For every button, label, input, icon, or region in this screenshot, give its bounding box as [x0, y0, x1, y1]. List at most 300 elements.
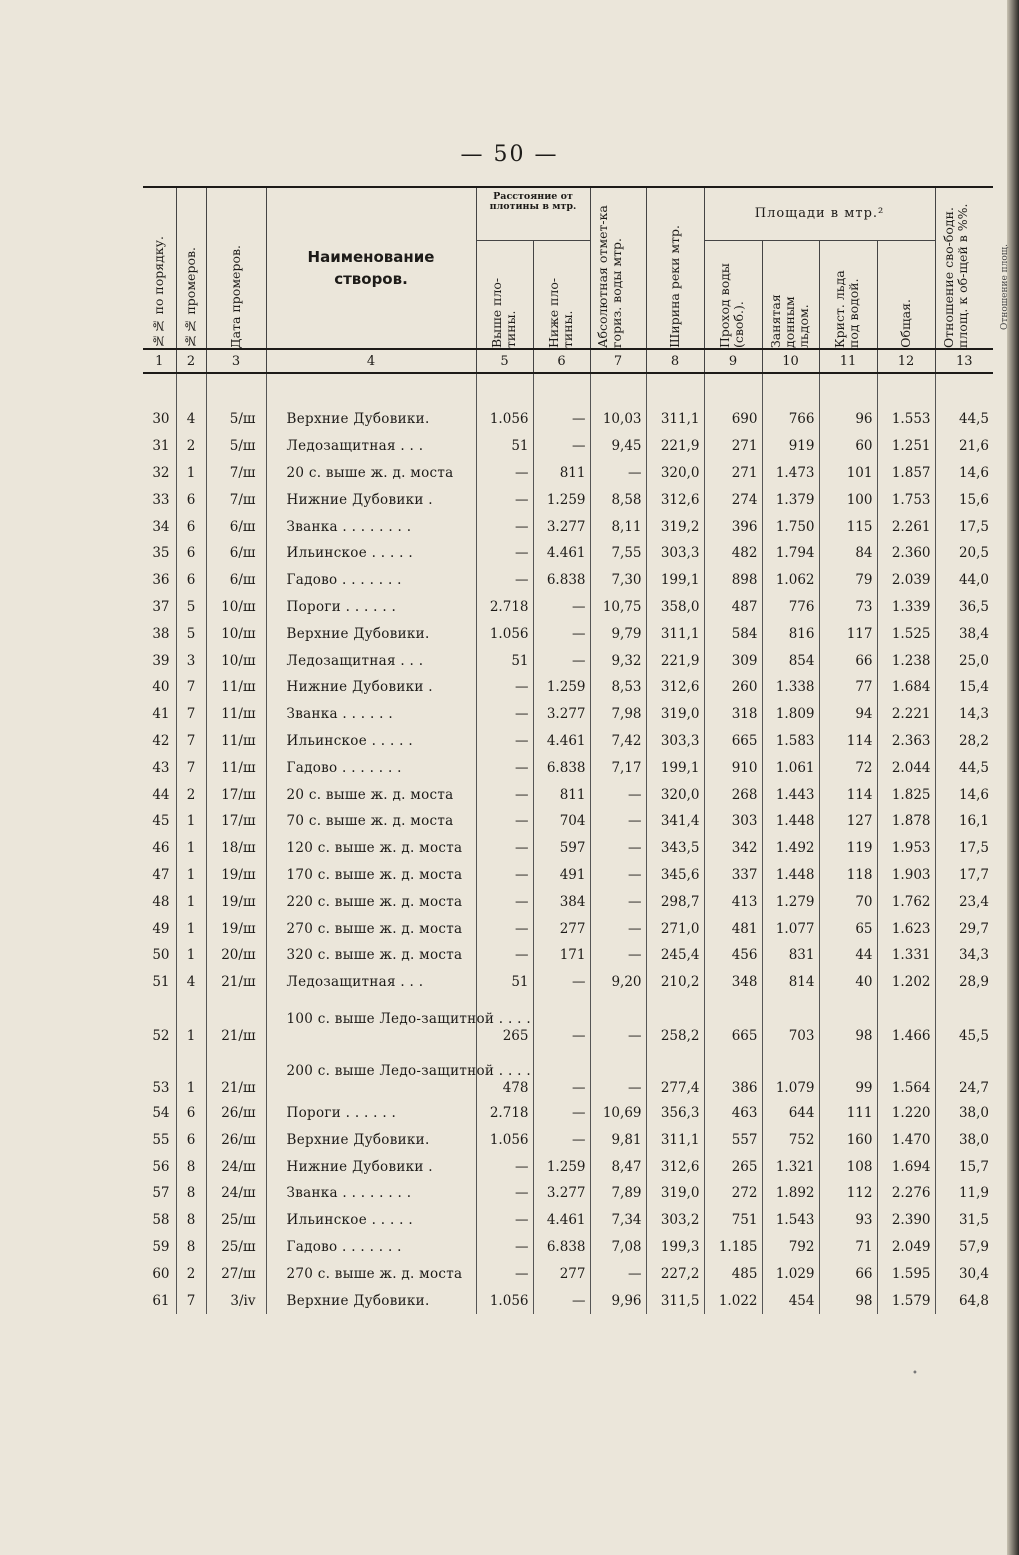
table-cell: — [590, 781, 646, 808]
table-cell: 7 [176, 1287, 206, 1314]
table-cell: 21/ш [206, 969, 266, 996]
table-cell: 160 [819, 1126, 877, 1153]
table-cell: 271 [704, 433, 762, 460]
table-cell: 4.461 [533, 1207, 590, 1234]
table-cell: 7 [176, 728, 206, 755]
table-cell: 272 [704, 1180, 762, 1207]
header-row-number: №№ по порядку. [151, 235, 167, 348]
table-cell: 2 [176, 433, 206, 460]
table-cell: 19/ш [206, 862, 266, 889]
table-cell: 1 [176, 915, 206, 942]
table-cell: 2.360 [877, 540, 935, 567]
table-row [143, 754, 993, 781]
table-cell: 320,0 [646, 460, 704, 487]
table-cell: 258,2 [646, 996, 704, 1048]
table-row [143, 567, 993, 594]
table-cell: 20 с. выше ж. д. моста [266, 460, 476, 487]
table-cell: 1.448 [762, 862, 819, 889]
table-row [143, 647, 993, 674]
table-cell: — [590, 888, 646, 915]
table-cell: 51 [476, 969, 533, 996]
table-cell: 171 [533, 942, 590, 969]
table-cell: 268 [704, 781, 762, 808]
table-cell: 2.276 [877, 1180, 935, 1207]
page-number: — 50 — [460, 142, 559, 167]
table-cell: — [476, 701, 533, 728]
table-cell: 44,5 [935, 406, 993, 433]
table-cell: — [476, 915, 533, 942]
table-cell: 481 [704, 915, 762, 942]
table-cell: — [533, 620, 590, 647]
table-cell: — [533, 1048, 590, 1100]
table-row [143, 1048, 993, 1100]
table-cell: 703 [762, 996, 819, 1048]
table-cell: 5 [176, 594, 206, 621]
table-cell: 311,5 [646, 1287, 704, 1314]
table-cell: 2.261 [877, 513, 935, 540]
table-row [143, 996, 993, 1048]
table-cell: 17,5 [935, 835, 993, 862]
table-cell: 114 [819, 728, 877, 755]
table-cell: 5 [176, 620, 206, 647]
table-cell: 303,2 [646, 1207, 704, 1234]
table-cell: — [476, 808, 533, 835]
table-cell: 57,9 [935, 1234, 993, 1261]
table-cell: 1.543 [762, 1207, 819, 1234]
table-cell: 1.185 [704, 1234, 762, 1261]
table-row [143, 701, 993, 728]
table-cell: 1.220 [877, 1100, 935, 1127]
table-cell: 270 с. выше ж. д. моста [266, 915, 476, 942]
table-cell: — [476, 1234, 533, 1261]
table-cell: — [590, 808, 646, 835]
header-free-area-ratio: Отношение сво-бодн. площ. к об-щей в %%. [935, 188, 993, 349]
table-cell: 1 [176, 835, 206, 862]
table-cell: — [533, 969, 590, 996]
table-cell: 94 [819, 701, 877, 728]
table-cell: 48 [152, 893, 170, 910]
table-cell: 1.056 [476, 1126, 533, 1153]
table-cell: 9,20 [590, 969, 646, 996]
table-cell: 1 [176, 862, 206, 889]
table-cell: 7,42 [590, 728, 646, 755]
table-cell: — [590, 862, 646, 889]
table-cell: 1.321 [762, 1153, 819, 1180]
table-cell: 6.838 [533, 754, 590, 781]
table-cell: 70 с. выше ж. д. моста [266, 808, 476, 835]
table-cell: 1.056 [476, 406, 533, 433]
table-cell: 21/ш [206, 996, 266, 1048]
table-cell: 21,6 [935, 433, 993, 460]
table-cell: 342 [704, 835, 762, 862]
table-cell: Званка . . . . . . . . [266, 1180, 476, 1207]
table-cell: 100 [819, 486, 877, 513]
table-cell: 3.277 [533, 513, 590, 540]
table-cell: 1.684 [877, 674, 935, 701]
table-cell: Верхние Дубовики. [266, 620, 476, 647]
table-cell: 311,1 [646, 1126, 704, 1153]
table-cell: 45 [152, 813, 170, 830]
table-cell: 17,7 [935, 862, 993, 889]
table-cell: 1.595 [877, 1260, 935, 1287]
table-cell: 221,9 [646, 647, 704, 674]
header-areas-group: Площади в мтр.² [704, 188, 935, 240]
table-row [143, 1180, 993, 1207]
table-cell: 99 [819, 1048, 877, 1100]
table-cell: — [590, 942, 646, 969]
table-row [143, 1260, 993, 1287]
table-cell: 2.049 [877, 1234, 935, 1261]
table-cell: 26/ш [206, 1100, 266, 1127]
table-cell: Нижние Дубовики . [266, 1153, 476, 1180]
table-cell: 6 [176, 513, 206, 540]
header-measurement-date: Дата промеров. [206, 188, 266, 349]
table-cell: 8,47 [590, 1153, 646, 1180]
table-cell: 227,2 [646, 1260, 704, 1287]
table-cell: 31,5 [935, 1207, 993, 1234]
table-cell: Ледозащитная . . . [266, 969, 476, 996]
table-cell: 309 [704, 647, 762, 674]
table-cell: — [476, 754, 533, 781]
table-row [143, 808, 993, 835]
table-cell: 33 [152, 491, 170, 508]
table-cell: 271 [704, 460, 762, 487]
table-cell: 1 [176, 942, 206, 969]
table-cell: 1.029 [762, 1260, 819, 1287]
table-cell: 337 [704, 862, 762, 889]
table-cell: 854 [762, 647, 819, 674]
table-cell: 665 [704, 996, 762, 1048]
table-cell: 463 [704, 1100, 762, 1127]
table-cell: 6/ш [206, 567, 266, 594]
table-cell: 30 [152, 411, 170, 428]
table-cell: 51 [476, 647, 533, 674]
table-cell: 1.525 [877, 620, 935, 647]
table-cell: — [533, 594, 590, 621]
table-cell: Званка . . . . . . [266, 701, 476, 728]
table-cell: 1.492 [762, 835, 819, 862]
table-row [143, 513, 993, 540]
table-cell: 51 [152, 974, 170, 991]
table-cell: 20,5 [935, 540, 993, 567]
table-cell: 319,0 [646, 1180, 704, 1207]
table-cell: 384 [533, 888, 590, 915]
table-cell: 25/ш [206, 1234, 266, 1261]
table-cell: 318 [704, 701, 762, 728]
table-cell: 348 [704, 969, 762, 996]
table-cell: 7 [176, 701, 206, 728]
table-cell: 277 [533, 1260, 590, 1287]
table-cell: 776 [762, 594, 819, 621]
table-cell: 1.061 [762, 754, 819, 781]
table-cell: 491 [533, 862, 590, 889]
table-cell: 17,5 [935, 513, 993, 540]
table-cell: 396 [704, 513, 762, 540]
table-cell: 584 [704, 620, 762, 647]
table-cell: 1.443 [762, 781, 819, 808]
table-cell: 1.379 [762, 486, 819, 513]
table-cell: 28,9 [935, 969, 993, 996]
table-cell: Гадово . . . . . . . [266, 567, 476, 594]
table-cell: 1.473 [762, 460, 819, 487]
table-row [143, 620, 993, 647]
table-row [143, 942, 993, 969]
table-cell: Ильинское . . . . . [266, 728, 476, 755]
table-cell: 303,3 [646, 540, 704, 567]
table-cell: 28,2 [935, 728, 993, 755]
table-cell: 1.056 [476, 620, 533, 647]
table-cell: 17/ш [206, 781, 266, 808]
table-cell: 98 [819, 996, 877, 1048]
table-cell: 41 [152, 706, 170, 723]
table-cell: 751 [704, 1207, 762, 1234]
table-cell: 1.079 [762, 1048, 819, 1100]
table-cell: 752 [762, 1126, 819, 1153]
table-cell: 1.062 [762, 567, 819, 594]
table-row [143, 674, 993, 701]
table-cell: 79 [819, 567, 877, 594]
table-cell: 1.339 [877, 594, 935, 621]
table-cell: 7 [176, 754, 206, 781]
table-cell: 919 [762, 433, 819, 460]
table-cell: 98 [819, 1287, 877, 1314]
table-cell: 2.718 [476, 594, 533, 621]
table-cell: 100 с. выше Ледо-защитной . . . . [266, 996, 476, 1048]
table-row [143, 888, 993, 915]
table-cell: 9,79 [590, 620, 646, 647]
table-cell: — [476, 781, 533, 808]
table-cell: Званка . . . . . . . . [266, 513, 476, 540]
table-cell: 8,53 [590, 674, 646, 701]
table-cell: 17/ш [206, 808, 266, 835]
table-cell: 199,1 [646, 754, 704, 781]
table-cell: 3/iv [206, 1287, 266, 1314]
table-cell: 45,5 [935, 996, 993, 1048]
table-cell: 1.470 [877, 1126, 935, 1153]
table-cell: 1 [176, 996, 206, 1048]
table-cell: — [476, 674, 533, 701]
table-cell: 72 [819, 754, 877, 781]
header-river-width: Ширина реки мтр. [646, 188, 704, 349]
table-cell: 245,4 [646, 942, 704, 969]
table-cell: 21/ш [206, 1048, 266, 1100]
table-cell: 40 [152, 679, 170, 696]
table-cell: 61 [152, 1292, 170, 1309]
table-cell: 597 [533, 835, 590, 862]
table-cell: 11/ш [206, 728, 266, 755]
table-cell: 6 [176, 540, 206, 567]
table-cell: 112 [819, 1180, 877, 1207]
header-bottom-ice: Занятая донным льдом. [762, 240, 819, 349]
table-cell: 24/ш [206, 1180, 266, 1207]
table-row [143, 594, 993, 621]
table-cell: 766 [762, 406, 819, 433]
table-cell: — [476, 942, 533, 969]
table-row [143, 915, 993, 942]
table-cell: 274 [704, 486, 762, 513]
table-cell: Гадово . . . . . . . [266, 1234, 476, 1261]
table-row [143, 540, 993, 567]
table-cell: 53 [152, 1079, 170, 1096]
table-cell: 210,2 [646, 969, 704, 996]
table-cell: 1.878 [877, 808, 935, 835]
table-cell: 38,4 [935, 620, 993, 647]
table-cell: — [590, 915, 646, 942]
table-cell: 84 [819, 540, 877, 567]
table-cell: 115 [819, 513, 877, 540]
table-cell: 44 [819, 942, 877, 969]
table-cell: 814 [762, 969, 819, 996]
table-cell: 60 [819, 433, 877, 460]
table-cell: — [533, 1100, 590, 1127]
table-cell: 1.279 [762, 888, 819, 915]
table-cell: 1.564 [877, 1048, 935, 1100]
table-cell: 319,0 [646, 701, 704, 728]
table-cell: 18/ш [206, 835, 266, 862]
table-cell: 54 [152, 1104, 170, 1121]
table-cell: 11,9 [935, 1180, 993, 1207]
table-cell: 277 [533, 915, 590, 942]
table-cell: 8 [176, 1207, 206, 1234]
table-cell: 29,7 [935, 915, 993, 942]
table-cell: 16,1 [935, 808, 993, 835]
table-cell: 40 [819, 969, 877, 996]
table-cell: 14,6 [935, 781, 993, 808]
table-cell: 312,6 [646, 674, 704, 701]
table-cell: 1 [176, 808, 206, 835]
table-cell: 1.331 [877, 942, 935, 969]
table-cell: 298,7 [646, 888, 704, 915]
table-cell: 6 [176, 1100, 206, 1127]
table-cell: 265 [704, 1153, 762, 1180]
table-cell: 6.838 [533, 1234, 590, 1261]
table-cell: 1 [176, 460, 206, 487]
table-row [143, 433, 993, 460]
table-row [143, 1234, 993, 1261]
table-cell: 2 [176, 1260, 206, 1287]
table-cell: — [476, 540, 533, 567]
table-cell: 52 [152, 1027, 170, 1044]
table-cell: 7/ш [206, 486, 266, 513]
table-cell: 7,08 [590, 1234, 646, 1261]
table-cell: 1.022 [704, 1287, 762, 1314]
table-cell: 65 [819, 915, 877, 942]
table-cell: 1.259 [533, 486, 590, 513]
table-cell: Гадово . . . . . . . [266, 754, 476, 781]
table-cell: — [590, 1260, 646, 1287]
table-cell: — [476, 862, 533, 889]
table-cell: 6/ш [206, 513, 266, 540]
table-cell: Ильинское . . . . . [266, 1207, 476, 1234]
table-cell: 96 [819, 406, 877, 433]
table-cell: — [476, 460, 533, 487]
table-cell: 15,4 [935, 674, 993, 701]
table-cell: 319,2 [646, 513, 704, 540]
table-cell: 221,9 [646, 433, 704, 460]
table-cell: 1.623 [877, 915, 935, 942]
table-cell: 71 [819, 1234, 877, 1261]
table-cell: 7,30 [590, 567, 646, 594]
table-cell: 101 [819, 460, 877, 487]
table-cell: 4 [176, 969, 206, 996]
table-cell: 1.448 [762, 808, 819, 835]
table-cell: Пороги . . . . . . [266, 1100, 476, 1127]
table-cell: — [533, 406, 590, 433]
table-cell: 343,5 [646, 835, 704, 862]
table-cell: 831 [762, 942, 819, 969]
table-cell: 34 [152, 518, 170, 535]
table-cell: — [533, 647, 590, 674]
table-cell: 356,3 [646, 1100, 704, 1127]
table-cell: 7,55 [590, 540, 646, 567]
table-cell: Нижние Дубовики . [266, 486, 476, 513]
table-cell: 19/ш [206, 888, 266, 915]
table-cell: 1 [176, 888, 206, 915]
table-cell: 644 [762, 1100, 819, 1127]
table-cell: 311,1 [646, 620, 704, 647]
table-cell: 2.718 [476, 1100, 533, 1127]
table-cell: 32 [152, 464, 170, 481]
table-cell: 6 [176, 486, 206, 513]
table-cell: 2.039 [877, 567, 935, 594]
table-cell: 1.338 [762, 674, 819, 701]
table-cell: 9,96 [590, 1287, 646, 1314]
table-cell: 1.259 [533, 1153, 590, 1180]
table-cell: 7,17 [590, 754, 646, 781]
header-section-name: Наименование створов. [266, 188, 476, 349]
table-cell: 816 [762, 620, 819, 647]
table-cell: — [533, 1126, 590, 1153]
table-cell: 38,0 [935, 1100, 993, 1127]
table-cell: 277,4 [646, 1048, 704, 1100]
table-cell: 10/ш [206, 647, 266, 674]
table-row [143, 1287, 993, 1314]
table-cell: 478 [476, 1048, 533, 1100]
table-cell: 36,5 [935, 594, 993, 621]
table-cell: — [476, 567, 533, 594]
table-cell: 1.794 [762, 540, 819, 567]
table-cell: 60 [152, 1265, 170, 1282]
table-cell: 9,81 [590, 1126, 646, 1153]
table-cell: 6 [176, 1126, 206, 1153]
table-cell: 24/ш [206, 1153, 266, 1180]
table-cell: 42 [152, 732, 170, 749]
table-cell: 44 [152, 786, 170, 803]
table-cell: 7,89 [590, 1180, 646, 1207]
table-cell: 3.277 [533, 701, 590, 728]
table-cell: 1.857 [877, 460, 935, 487]
table-cell: — [533, 433, 590, 460]
table-cell: 36 [152, 572, 170, 589]
table-cell: 38,0 [935, 1126, 993, 1153]
header-below-dam: Ниже пло-тины. [533, 240, 590, 349]
table-cell: 1.238 [877, 647, 935, 674]
table-cell: 27/ш [206, 1260, 266, 1287]
table-body [143, 406, 993, 1314]
header-water-passage: Проход воды (своб.). [704, 240, 762, 349]
table-cell: Ледозащитная . . . [266, 433, 476, 460]
table-cell: 270 с. выше ж. д. моста [266, 1260, 476, 1287]
table-cell: — [533, 996, 590, 1048]
table-cell: 312,6 [646, 1153, 704, 1180]
table-cell: 7/ш [206, 460, 266, 487]
table-cell: 11/ш [206, 674, 266, 701]
table-cell: 898 [704, 567, 762, 594]
table-cell: 456 [704, 942, 762, 969]
table-cell: 25/ш [206, 1207, 266, 1234]
table-cell: 1.259 [533, 674, 590, 701]
table-cell: 200 с. выше Ледо-защитной . . . . [266, 1048, 476, 1100]
